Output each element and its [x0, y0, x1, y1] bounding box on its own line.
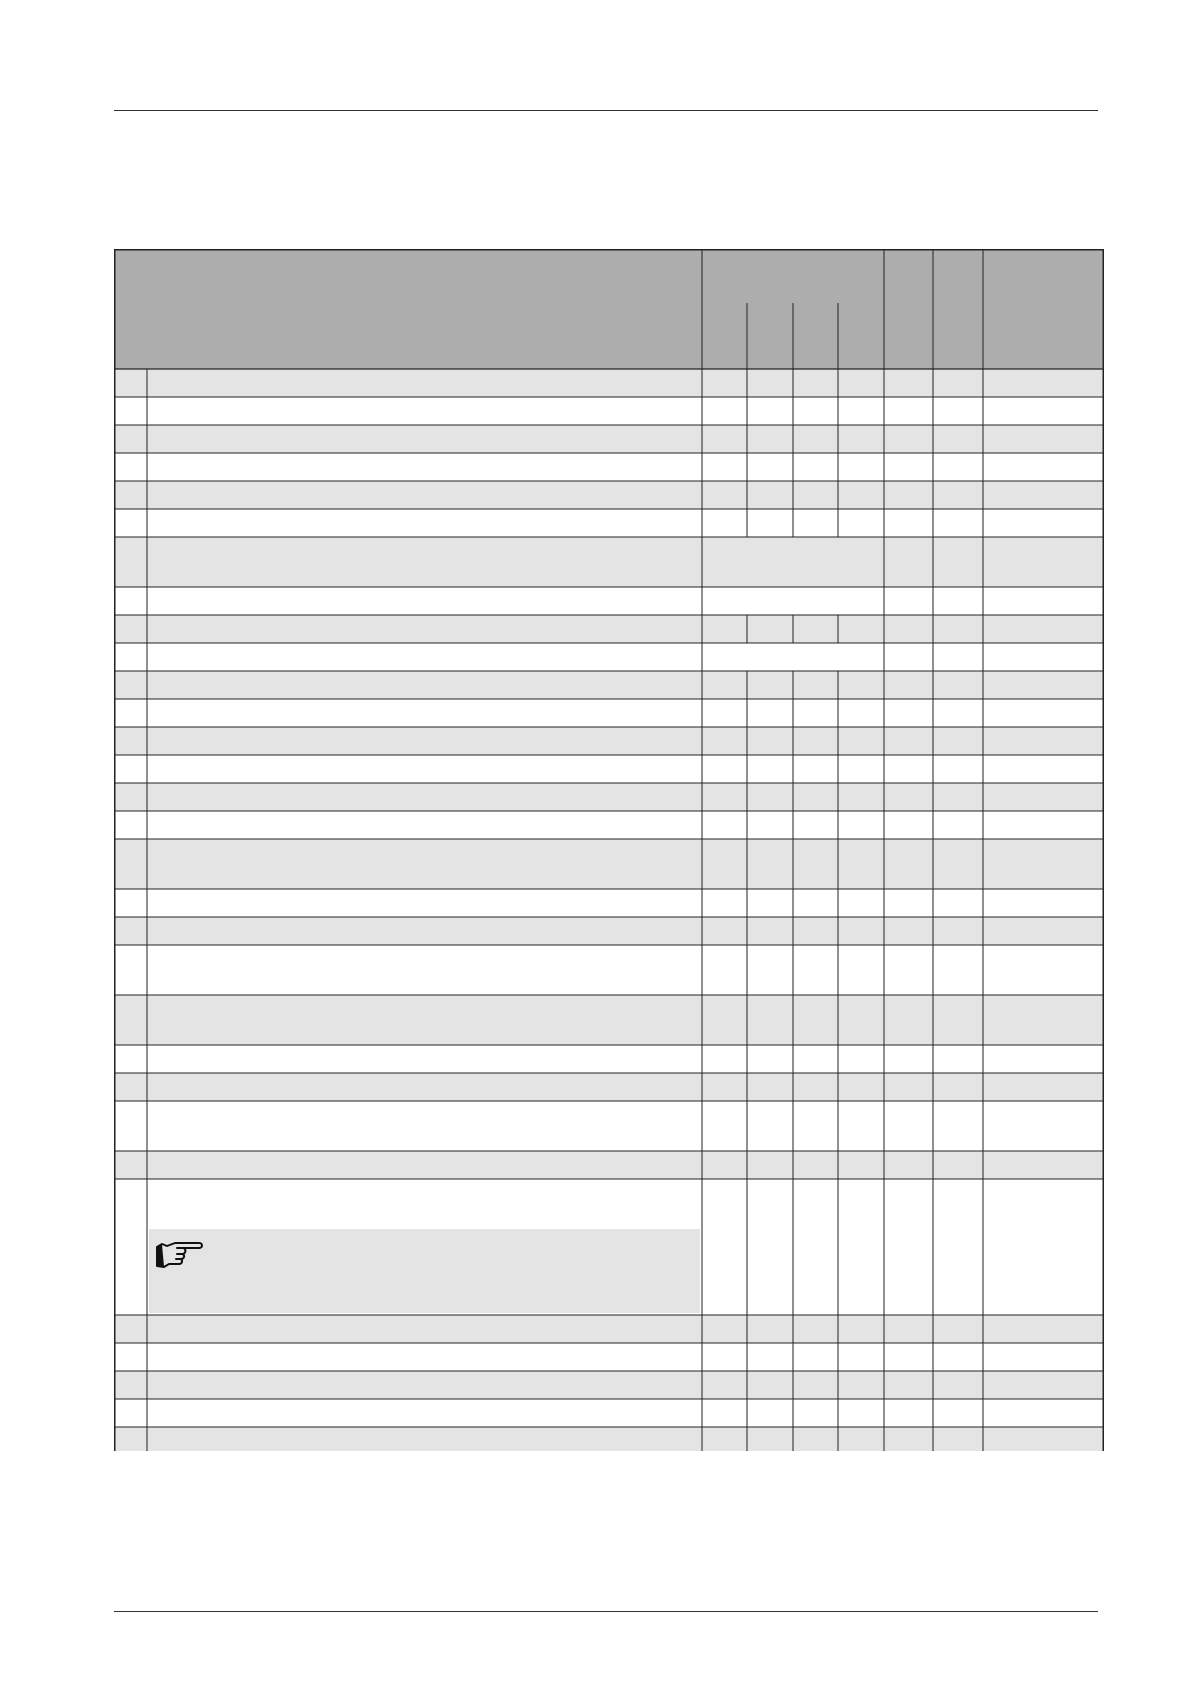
table-row: [114, 643, 1104, 671]
table-row: [114, 755, 1104, 783]
table-row: [114, 1101, 1104, 1151]
table-row: [114, 587, 1104, 615]
pointing-hand-icon: [153, 1237, 205, 1271]
header-rule: [114, 110, 1098, 111]
table-row: [114, 889, 1104, 917]
table-row: [114, 995, 1104, 1045]
table-row: [114, 369, 1104, 397]
table-row: [114, 1343, 1104, 1371]
table-row: [114, 397, 1104, 425]
table-row: [114, 839, 1104, 889]
table-row: [114, 1399, 1104, 1427]
table-row: [114, 1045, 1104, 1073]
table-row: [114, 671, 1104, 699]
table-row: [114, 509, 1104, 537]
note-panel: [149, 1229, 700, 1313]
table-row: [114, 783, 1104, 811]
table-row: [114, 481, 1104, 509]
table-row: [114, 945, 1104, 995]
table-row: [114, 537, 1104, 587]
table-row: [114, 1315, 1104, 1343]
table-row: [114, 1427, 1104, 1451]
table-row: [114, 727, 1104, 755]
table-row: [114, 453, 1104, 481]
table-header: [114, 249, 1104, 369]
footer-rule: [114, 1611, 1098, 1612]
table-row: [114, 699, 1104, 727]
table-row: [114, 1073, 1104, 1101]
table-row: [114, 615, 1104, 643]
data-table: [114, 249, 1104, 1451]
table-row: [114, 917, 1104, 945]
table-row: [114, 1151, 1104, 1179]
table-row: [114, 811, 1104, 839]
table-row: [114, 425, 1104, 453]
table-row: [114, 1371, 1104, 1399]
